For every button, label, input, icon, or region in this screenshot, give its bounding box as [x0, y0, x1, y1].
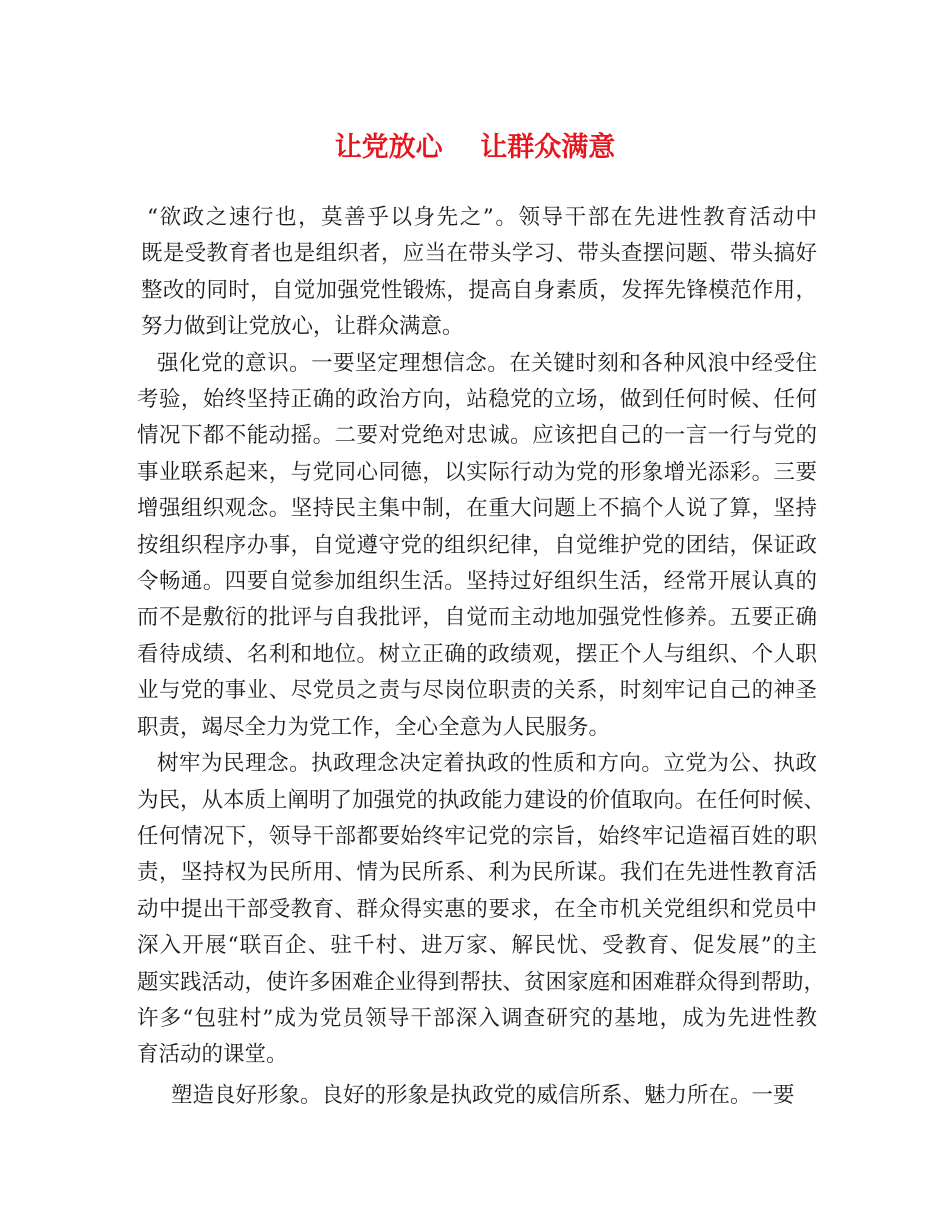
- paragraph-line: 增强组织观念。坚持民主集中制，在重大问题上不搞个人说了算，坚持: [137, 496, 817, 522]
- paragraph-line: 强化党的意识。一要坚定理想信念。在关键时刻和各种风浪中经受住: [157, 350, 817, 376]
- paragraph-line: 育活动的课堂。: [137, 1042, 288, 1068]
- paragraph-party-awareness: [137, 346, 817, 746]
- paragraph-line: 看待成绩、名利和地位。树立正确的政绩观，摆正个人与组织、个人职: [137, 641, 817, 667]
- paragraph-line: 按组织程序办事，自觉遵守党的组织纪律，自觉维护党的团结，保证政: [137, 532, 817, 558]
- paragraph-line: 业与党的事业、尽党员之责与尽岗位职责的关系，时刻牢记自己的神圣: [137, 678, 817, 704]
- paragraph-line: 动中提出干部受教育、群众得实惠的要求，在全市机关党组织和党员中: [137, 896, 817, 922]
- document-title: 让党放心 让群众满意: [334, 132, 616, 163]
- paragraph-line: 任何情况下，领导干部都要始终牢记党的宗旨，始终牢记造福百姓的职: [137, 823, 817, 849]
- paragraph-line: 许多“包驻村”成为党员领导干部深入调查研究的基地，成为先进性教: [137, 1005, 817, 1031]
- paragraph-line: 职责，竭尽全力为党工作，全心全意为人民服务。: [137, 714, 611, 740]
- paragraph-line: 考验，始终坚持正确的政治方向，站稳党的立场，做到任何时候、任何: [137, 387, 817, 413]
- paragraph-line: 深入开展“联百企、驻千村、进万家、解民忧、受教育、促发展”的主: [137, 933, 817, 959]
- paragraph-line: 整改的同时，自觉加强党性锻炼，提高自身素质，发挥先锋模范作用，: [141, 277, 817, 303]
- paragraph-line: 塑造良好形象。良好的形象是执政党的威信所系、魅力所在。一要: [171, 1082, 795, 1108]
- paragraph-good-image: [137, 1078, 817, 1114]
- paragraph-line: 令畅通。四要自觉参加组织生活。坚持过好组织生活，经常开展认真的: [137, 569, 817, 595]
- paragraph-line: 责，坚持权为民所用、情为民所系、利为民所谋。我们在先进性教育活: [137, 860, 817, 886]
- paragraph-line: 既是受教育者也是组织者，应当在带头学习、带头查摆问题、带头搞好: [141, 241, 817, 267]
- paragraph-line: 而不是敷衍的批评与自我批评，自觉而主动地加强党性修养。五要正确: [137, 605, 817, 631]
- paragraph-people-first: [137, 746, 826, 1074]
- document-body: [137, 200, 826, 1114]
- paragraph-line: 题实践活动，使许多困难企业得到帮扶、贫困家庭和困难群众得到帮助，: [137, 969, 826, 995]
- paragraph-line: “欲政之速行也，莫善乎以身先之”。领导干部在先进性教育活动中: [147, 205, 817, 230]
- paragraph-intro: [137, 200, 817, 346]
- paragraph-line: 事业联系起来，与党同心同德，以实际行动为党的形象增光添彩。三要: [137, 459, 817, 485]
- paragraph-line: 努力做到让党放心，让群众满意。: [141, 314, 464, 340]
- paragraph-line: 为民，从本质上阐明了加强党的执政能力建设的价值取向。在任何时候、: [137, 787, 826, 813]
- paragraph-line: 情况下都不能动摇。二要对党绝对忠诚。应该把自己的一言一行与党的: [137, 423, 817, 449]
- paragraph-line: 树牢为民理念。执政理念决定着执政的性质和方向。立党为公、执政: [157, 751, 817, 777]
